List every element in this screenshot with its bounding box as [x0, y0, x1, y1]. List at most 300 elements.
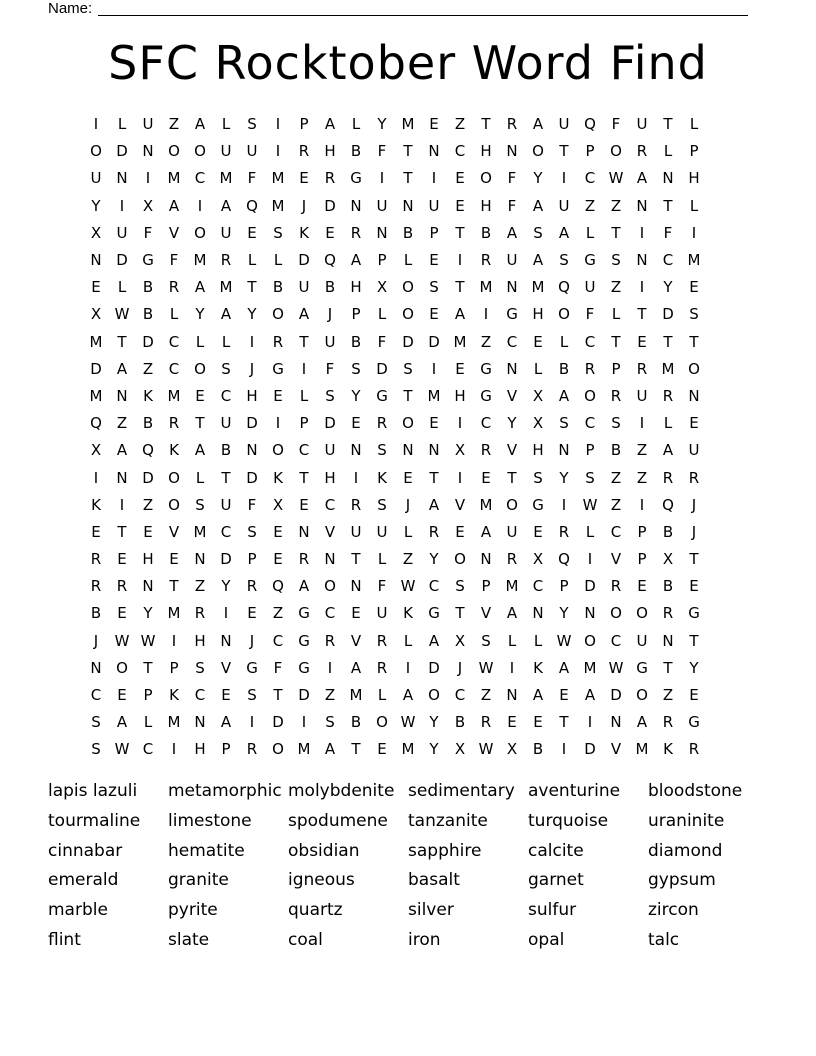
grid-letter[interactable]: J — [691, 495, 697, 514]
grid-letter[interactable]: N — [532, 604, 544, 623]
grid-letter[interactable]: Y — [429, 550, 439, 569]
grid-letter[interactable]: C — [220, 386, 232, 405]
grid-letter[interactable]: X — [532, 386, 544, 405]
grid-letter[interactable]: Z — [610, 196, 622, 215]
grid-letter[interactable]: A — [454, 305, 466, 324]
grid-letter[interactable]: T — [429, 468, 439, 487]
grid-letter[interactable]: O — [116, 658, 128, 677]
grid-letter[interactable]: D — [298, 686, 310, 705]
grid-letter[interactable]: D — [376, 359, 388, 378]
grid-letter[interactable]: S — [377, 495, 387, 514]
grid-letter[interactable]: G — [636, 658, 648, 677]
grid-letter[interactable]: R — [662, 386, 674, 405]
grid-letter[interactable]: U — [558, 115, 570, 134]
grid-letter[interactable]: L — [689, 115, 699, 134]
grid-letter[interactable]: A — [428, 495, 440, 514]
grid-letter[interactable]: F — [169, 251, 179, 270]
grid-letter[interactable]: P — [689, 142, 699, 161]
grid-letter[interactable]: R — [662, 468, 674, 487]
grid-letter[interactable]: O — [610, 142, 622, 161]
grid-letter[interactable]: I — [561, 740, 567, 759]
grid-letter[interactable]: R — [246, 740, 258, 759]
grid-letter[interactable]: M — [401, 115, 415, 134]
grid-letter[interactable]: S — [559, 414, 569, 433]
grid-letter[interactable]: I — [431, 169, 437, 188]
grid-letter[interactable]: J — [457, 658, 463, 677]
grid-letter[interactable]: T — [117, 332, 127, 351]
grid-letter[interactable]: U — [376, 522, 388, 541]
grid-letter[interactable]: N — [116, 386, 128, 405]
grid-letter[interactable]: A — [324, 115, 336, 134]
grid-letter[interactable]: Z — [142, 495, 154, 514]
grid-letter[interactable]: G — [688, 604, 700, 623]
grid-letter[interactable]: C — [532, 577, 544, 596]
grid-letter[interactable]: Z — [636, 441, 648, 460]
grid-letter[interactable]: X — [454, 631, 466, 650]
grid-letter[interactable]: F — [247, 495, 257, 514]
grid-letter[interactable]: M — [297, 740, 311, 759]
grid-letter[interactable]: E — [299, 495, 309, 514]
grid-letter[interactable]: O — [168, 495, 180, 514]
grid-letter[interactable]: U — [636, 386, 648, 405]
grid-letter[interactable]: X — [90, 223, 102, 242]
grid-letter[interactable]: T — [663, 196, 673, 215]
grid-letter[interactable]: G — [428, 604, 440, 623]
grid-letter[interactable]: P — [637, 522, 647, 541]
grid-letter[interactable]: E — [533, 713, 543, 732]
grid-letter[interactable]: V — [610, 550, 622, 569]
grid-letter[interactable]: S — [585, 468, 595, 487]
grid-letter[interactable]: O — [402, 278, 414, 297]
grid-letter[interactable]: E — [533, 522, 543, 541]
grid-letter[interactable]: H — [688, 169, 700, 188]
grid-letter[interactable]: E — [273, 522, 283, 541]
grid-letter[interactable]: R — [90, 550, 102, 569]
grid-letter[interactable]: R — [376, 414, 388, 433]
grid-letter[interactable]: T — [221, 468, 231, 487]
grid-letter[interactable]: N — [376, 223, 388, 242]
grid-letter[interactable]: Y — [559, 604, 569, 623]
grid-letter[interactable]: A — [558, 386, 570, 405]
grid-letter[interactable]: U — [428, 196, 440, 215]
grid-letter[interactable]: A — [116, 713, 128, 732]
grid-letter[interactable]: W — [478, 658, 494, 677]
grid-letter[interactable]: L — [117, 115, 127, 134]
grid-letter[interactable]: B — [558, 359, 570, 378]
grid-letter[interactable]: B — [610, 441, 622, 460]
grid-letter[interactable]: D — [402, 332, 414, 351]
grid-letter[interactable]: O — [506, 495, 518, 514]
grid-letter[interactable]: U — [220, 414, 232, 433]
grid-letter[interactable]: S — [351, 359, 361, 378]
grid-letter[interactable]: F — [663, 223, 673, 242]
grid-letter[interactable]: S — [533, 223, 543, 242]
grid-letter[interactable]: E — [637, 577, 647, 596]
grid-letter[interactable]: S — [91, 740, 101, 759]
grid-letter[interactable]: L — [143, 713, 153, 732]
grid-letter[interactable]: D — [584, 577, 596, 596]
grid-letter[interactable]: E — [169, 550, 179, 569]
grid-letter[interactable]: C — [194, 686, 206, 705]
grid-letter[interactable]: U — [324, 441, 336, 460]
grid-letter[interactable]: T — [507, 468, 517, 487]
grid-letter[interactable]: J — [327, 305, 333, 324]
grid-letter[interactable]: T — [351, 550, 361, 569]
grid-letter[interactable]: L — [377, 550, 387, 569]
grid-letter[interactable]: U — [558, 196, 570, 215]
grid-letter[interactable]: L — [533, 359, 543, 378]
grid-letter[interactable]: T — [559, 713, 569, 732]
grid-letter[interactable]: T — [455, 223, 465, 242]
grid-letter[interactable]: X — [532, 550, 544, 569]
grid-letter[interactable]: Z — [610, 468, 622, 487]
grid-letter[interactable]: E — [299, 169, 309, 188]
grid-letter[interactable]: R — [688, 740, 700, 759]
grid-letter[interactable]: A — [558, 223, 570, 242]
grid-letter[interactable]: N — [636, 196, 648, 215]
grid-letter[interactable]: Q — [90, 414, 102, 433]
grid-letter[interactable]: E — [455, 522, 465, 541]
grid-letter[interactable]: L — [689, 196, 699, 215]
grid-letter[interactable]: E — [429, 115, 439, 134]
grid-letter[interactable]: E — [91, 278, 101, 297]
grid-letter[interactable]: T — [663, 332, 673, 351]
grid-letter[interactable]: R — [480, 441, 492, 460]
grid-letter[interactable]: L — [403, 631, 413, 650]
grid-letter[interactable]: C — [506, 332, 518, 351]
grid-letter[interactable]: O — [402, 414, 414, 433]
grid-letter[interactable]: U — [506, 251, 518, 270]
grid-letter[interactable]: H — [194, 631, 206, 650]
grid-letter[interactable]: Z — [324, 686, 336, 705]
grid-letter[interactable]: E — [507, 713, 517, 732]
grid-letter[interactable]: G — [272, 359, 284, 378]
grid-letter[interactable]: U — [376, 196, 388, 215]
grid-letter[interactable]: E — [143, 522, 153, 541]
grid-letter[interactable]: I — [639, 223, 645, 242]
grid-letter[interactable]: J — [249, 359, 255, 378]
grid-letter[interactable]: S — [533, 468, 543, 487]
grid-letter[interactable]: T — [689, 631, 699, 650]
grid-letter[interactable]: N — [610, 713, 622, 732]
grid-letter[interactable]: P — [377, 251, 387, 270]
grid-letter[interactable]: G — [532, 495, 544, 514]
grid-letter[interactable]: T — [143, 658, 153, 677]
grid-letter[interactable]: G — [298, 658, 310, 677]
grid-letter[interactable]: H — [480, 142, 492, 161]
grid-letter[interactable]: R — [506, 115, 518, 134]
grid-letter[interactable]: N — [116, 169, 128, 188]
grid-letter[interactable]: E — [533, 332, 543, 351]
grid-letter[interactable]: N — [350, 196, 362, 215]
grid-letter[interactable]: F — [377, 142, 387, 161]
grid-letter[interactable]: R — [272, 332, 284, 351]
grid-letter[interactable]: L — [403, 251, 413, 270]
grid-letter[interactable]: F — [377, 332, 387, 351]
grid-letter[interactable]: B — [220, 441, 232, 460]
grid-letter[interactable]: W — [400, 713, 416, 732]
grid-letter[interactable]: Q — [584, 115, 596, 134]
grid-letter[interactable]: L — [377, 686, 387, 705]
grid-letter[interactable]: R — [194, 604, 206, 623]
grid-letter[interactable]: Y — [533, 169, 543, 188]
grid-letter[interactable]: R — [220, 251, 232, 270]
grid-letter[interactable]: F — [507, 169, 517, 188]
grid-letter[interactable]: I — [119, 196, 125, 215]
grid-letter[interactable]: U — [298, 278, 310, 297]
grid-letter[interactable]: T — [195, 414, 205, 433]
grid-letter[interactable]: V — [506, 441, 518, 460]
grid-letter[interactable]: D — [428, 332, 440, 351]
grid-letter[interactable]: N — [402, 441, 414, 460]
grid-letter[interactable]: C — [584, 169, 596, 188]
grid-letter[interactable]: G — [506, 305, 518, 324]
grid-letter[interactable]: M — [661, 359, 675, 378]
grid-letter[interactable]: Q — [558, 278, 570, 297]
grid-letter[interactable]: A — [584, 686, 596, 705]
grid-letter[interactable]: O — [272, 740, 284, 759]
grid-letter[interactable]: T — [637, 305, 647, 324]
grid-letter[interactable]: I — [145, 169, 151, 188]
grid-letter[interactable]: R — [116, 577, 128, 596]
grid-letter[interactable]: B — [350, 142, 362, 161]
grid-letter[interactable]: S — [611, 251, 621, 270]
grid-letter[interactable]: H — [194, 740, 206, 759]
grid-letter[interactable]: D — [610, 686, 622, 705]
grid-letter[interactable]: I — [431, 359, 437, 378]
grid-letter[interactable]: G — [298, 604, 310, 623]
grid-letter[interactable]: X — [454, 441, 466, 460]
grid-letter[interactable]: E — [351, 604, 361, 623]
grid-letter[interactable]: U — [324, 332, 336, 351]
grid-letter[interactable]: G — [584, 251, 596, 270]
grid-letter[interactable]: A — [116, 359, 128, 378]
grid-letter[interactable]: X — [532, 414, 544, 433]
grid-letter[interactable]: K — [143, 386, 153, 405]
grid-letter[interactable]: N — [506, 142, 518, 161]
grid-letter[interactable]: S — [455, 577, 465, 596]
grid-letter[interactable]: Y — [507, 414, 517, 433]
grid-letter[interactable]: L — [169, 305, 179, 324]
grid-letter[interactable]: E — [689, 278, 699, 297]
grid-letter[interactable]: B — [142, 305, 154, 324]
grid-letter[interactable]: P — [585, 441, 595, 460]
grid-letter[interactable]: L — [559, 332, 569, 351]
grid-letter[interactable]: J — [249, 631, 255, 650]
grid-letter[interactable]: W — [608, 169, 624, 188]
grid-letter[interactable]: R — [324, 169, 336, 188]
grid-letter[interactable]: A — [532, 251, 544, 270]
grid-letter[interactable]: D — [246, 468, 258, 487]
grid-letter[interactable]: X — [272, 495, 284, 514]
grid-letter[interactable]: E — [455, 169, 465, 188]
grid-letter[interactable]: F — [273, 658, 283, 677]
grid-letter[interactable]: T — [403, 169, 413, 188]
grid-letter[interactable]: L — [663, 142, 673, 161]
grid-letter[interactable]: N — [584, 604, 596, 623]
grid-letter[interactable]: B — [350, 713, 362, 732]
grid-letter[interactable]: P — [143, 686, 153, 705]
grid-letter[interactable]: P — [481, 577, 491, 596]
grid-letter[interactable]: I — [301, 713, 307, 732]
grid-letter[interactable]: L — [585, 223, 595, 242]
grid-letter[interactable]: R — [506, 550, 518, 569]
grid-letter[interactable]: R — [376, 658, 388, 677]
grid-letter[interactable]: U — [376, 604, 388, 623]
grid-letter[interactable]: G — [688, 713, 700, 732]
grid-letter[interactable]: O — [272, 441, 284, 460]
grid-letter[interactable]: S — [559, 251, 569, 270]
grid-letter[interactable]: S — [325, 713, 335, 732]
grid-letter[interactable]: U — [220, 223, 232, 242]
grid-letter[interactable]: Z — [480, 332, 492, 351]
grid-letter[interactable]: N — [246, 441, 258, 460]
grid-letter[interactable]: Z — [168, 115, 180, 134]
grid-letter[interactable]: N — [90, 658, 102, 677]
grid-letter[interactable]: B — [480, 223, 492, 242]
grid-letter[interactable]: O — [636, 686, 648, 705]
grid-letter[interactable]: Z — [636, 468, 648, 487]
grid-letter[interactable]: B — [662, 577, 674, 596]
grid-letter[interactable]: X — [142, 196, 154, 215]
grid-letter[interactable]: E — [325, 223, 335, 242]
grid-letter[interactable]: C — [324, 604, 336, 623]
grid-letter[interactable]: P — [611, 359, 621, 378]
grid-letter[interactable]: J — [691, 522, 697, 541]
grid-letter[interactable]: E — [429, 305, 439, 324]
grid-letter[interactable]: N — [506, 686, 518, 705]
grid-letter[interactable]: O — [688, 359, 700, 378]
grid-letter[interactable]: C — [428, 577, 440, 596]
grid-letter[interactable]: C — [90, 686, 102, 705]
grid-letter[interactable]: C — [142, 740, 154, 759]
grid-letter[interactable]: X — [90, 441, 102, 460]
grid-letter[interactable]: A — [636, 713, 648, 732]
grid-letter[interactable]: X — [662, 550, 674, 569]
grid-letter[interactable]: K — [403, 604, 413, 623]
grid-letter[interactable]: L — [403, 522, 413, 541]
grid-letter[interactable]: Z — [662, 686, 674, 705]
grid-letter[interactable]: S — [247, 686, 257, 705]
grid-letter[interactable]: C — [168, 359, 180, 378]
grid-letter[interactable]: Z — [272, 604, 284, 623]
grid-letter[interactable]: F — [507, 196, 517, 215]
grid-letter[interactable]: H — [246, 386, 258, 405]
grid-letter[interactable]: W — [400, 577, 416, 596]
grid-letter[interactable]: O — [480, 169, 492, 188]
grid-letter[interactable]: O — [558, 305, 570, 324]
grid-letter[interactable]: O — [428, 686, 440, 705]
grid-letter[interactable]: K — [377, 468, 387, 487]
grid-letter[interactable]: Z — [402, 550, 414, 569]
grid-letter[interactable]: E — [429, 414, 439, 433]
grid-letter[interactable]: I — [353, 468, 359, 487]
grid-letter[interactable]: A — [194, 441, 206, 460]
grid-letter[interactable]: I — [457, 468, 463, 487]
grid-letter[interactable]: V — [454, 495, 466, 514]
grid-letter[interactable]: O — [168, 468, 180, 487]
grid-letter[interactable]: O — [168, 142, 180, 161]
grid-letter[interactable]: T — [611, 223, 621, 242]
grid-letter[interactable]: A — [480, 522, 492, 541]
grid-letter[interactable]: B — [272, 278, 284, 297]
grid-letter[interactable]: M — [219, 278, 233, 297]
grid-letter[interactable]: I — [691, 223, 697, 242]
grid-letter[interactable]: X — [454, 740, 466, 759]
grid-letter[interactable]: N — [402, 196, 414, 215]
grid-letter[interactable]: R — [350, 495, 362, 514]
grid-letter[interactable]: N — [220, 631, 232, 650]
grid-letter[interactable]: H — [350, 278, 362, 297]
grid-letter[interactable]: D — [246, 414, 258, 433]
grid-letter[interactable]: I — [405, 658, 411, 677]
grid-letter[interactable]: T — [689, 550, 699, 569]
grid-letter[interactable]: S — [377, 441, 387, 460]
grid-letter[interactable]: A — [428, 631, 440, 650]
grid-letter[interactable]: E — [247, 604, 257, 623]
grid-letter[interactable]: L — [611, 305, 621, 324]
grid-letter[interactable]: D — [324, 196, 336, 215]
grid-letter[interactable]: I — [587, 550, 593, 569]
grid-letter[interactable]: I — [561, 169, 567, 188]
grid-letter[interactable]: R — [610, 577, 622, 596]
grid-letter[interactable]: O — [194, 142, 206, 161]
grid-letter[interactable]: S — [689, 305, 699, 324]
grid-letter[interactable]: D — [324, 414, 336, 433]
grid-letter[interactable]: C — [324, 495, 336, 514]
grid-letter[interactable]: F — [585, 305, 595, 324]
grid-letter[interactable]: A — [662, 441, 674, 460]
grid-letter[interactable]: T — [299, 468, 309, 487]
grid-letter[interactable]: I — [379, 169, 385, 188]
grid-letter[interactable]: O — [454, 550, 466, 569]
grid-letter[interactable]: K — [91, 495, 101, 514]
grid-letter[interactable]: V — [350, 631, 362, 650]
grid-letter[interactable]: C — [272, 631, 284, 650]
grid-letter[interactable]: I — [587, 713, 593, 732]
grid-letter[interactable]: E — [689, 577, 699, 596]
grid-letter[interactable]: A — [402, 686, 414, 705]
grid-letter[interactable]: K — [299, 223, 309, 242]
grid-letter[interactable]: N — [324, 550, 336, 569]
grid-letter[interactable]: C — [610, 522, 622, 541]
grid-letter[interactable]: U — [116, 223, 128, 242]
grid-letter[interactable]: H — [532, 441, 544, 460]
grid-letter[interactable]: N — [194, 550, 206, 569]
grid-letter[interactable]: R — [636, 359, 648, 378]
grid-letter[interactable]: I — [457, 414, 463, 433]
grid-letter[interactable]: V — [324, 522, 336, 541]
grid-letter[interactable]: R — [168, 278, 180, 297]
grid-letter[interactable]: A — [324, 740, 336, 759]
grid-letter[interactable]: Q — [558, 550, 570, 569]
grid-letter[interactable]: E — [637, 332, 647, 351]
grid-letter[interactable]: Z — [610, 495, 622, 514]
grid-letter[interactable]: M — [89, 332, 103, 351]
grid-letter[interactable]: L — [585, 522, 595, 541]
grid-letter[interactable]: I — [93, 115, 99, 134]
grid-letter[interactable]: C — [610, 631, 622, 650]
grid-letter[interactable]: I — [171, 740, 177, 759]
grid-letter[interactable]: R — [610, 386, 622, 405]
grid-letter[interactable]: B — [90, 604, 102, 623]
grid-letter[interactable]: I — [249, 713, 255, 732]
grid-letter[interactable]: O — [610, 604, 622, 623]
grid-letter[interactable]: O — [194, 359, 206, 378]
grid-letter[interactable]: B — [350, 332, 362, 351]
grid-letter[interactable]: N — [506, 278, 518, 297]
grid-letter[interactable]: T — [117, 522, 127, 541]
